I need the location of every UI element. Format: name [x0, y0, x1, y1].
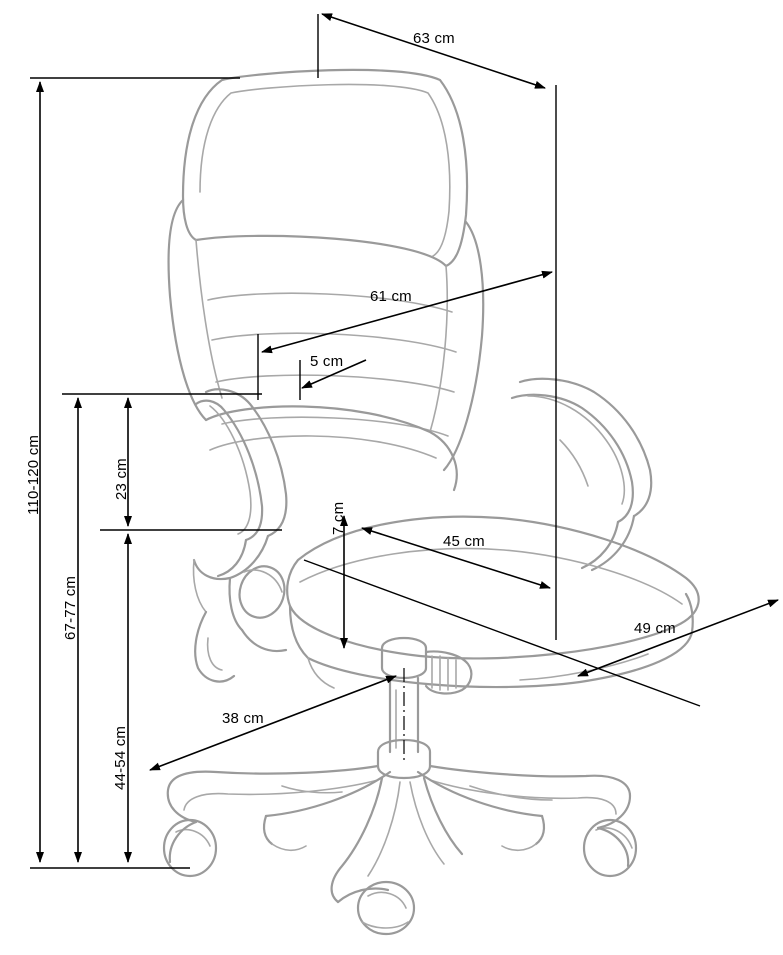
label-armrest-offset: 5 cm	[310, 353, 344, 370]
label-backrest-width: 63 cm	[413, 30, 455, 47]
label-backrest-top-height: 67-77 cm	[62, 575, 79, 640]
label-armrest-height: 23 cm	[113, 458, 130, 500]
label-base-diameter: 38 cm	[222, 710, 264, 727]
label-seat-depth: 45 cm	[443, 533, 485, 550]
label-seat-height: 44-54 cm	[112, 725, 129, 790]
dim-total-height	[30, 78, 240, 868]
dim-base-diameter	[150, 676, 396, 770]
label-total-height: 110-120 cm	[25, 434, 42, 515]
label-seat-thickness: 7 cm	[330, 501, 347, 535]
label-seat-width: 49 cm	[634, 620, 676, 637]
dim-backrest-top-height	[62, 394, 262, 862]
label-backrest-height: 61 cm	[370, 288, 412, 305]
